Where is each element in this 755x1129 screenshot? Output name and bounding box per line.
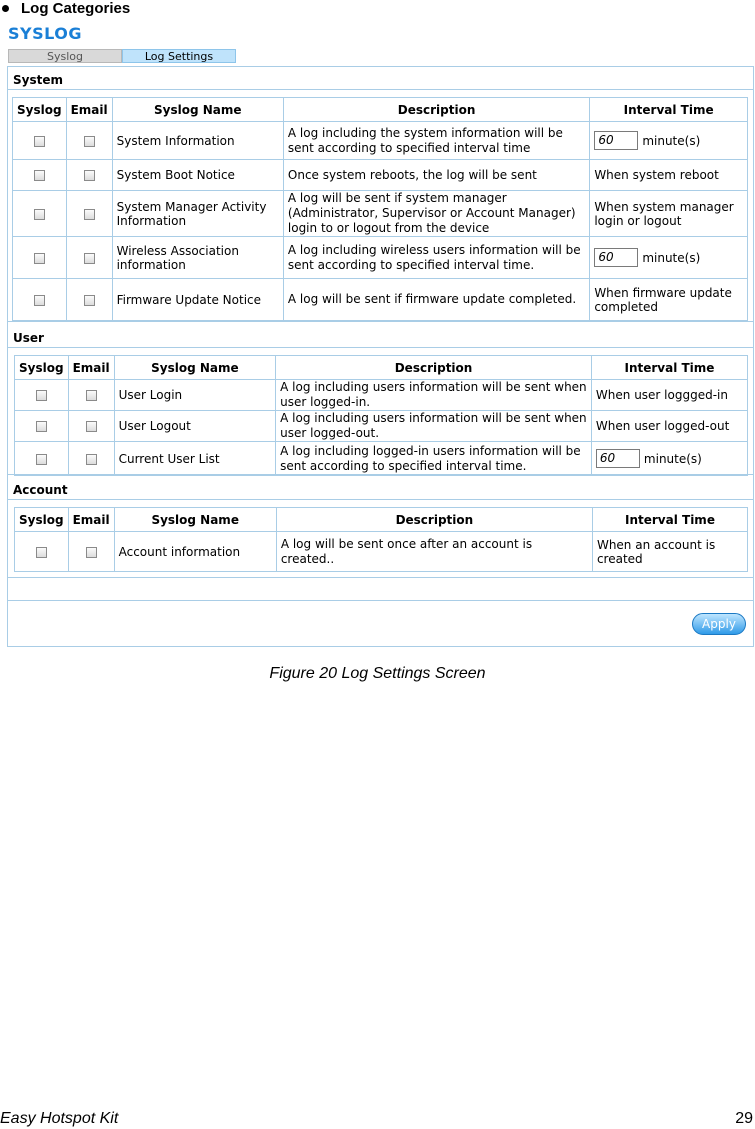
syslog-name: Account information — [114, 532, 276, 572]
table-row — [13, 191, 748, 237]
col-email: Email — [66, 98, 112, 122]
section-heading — [0, 0, 130, 16]
interval-unit: minute(s) — [642, 133, 701, 148]
interval-text: When user logged-out — [591, 411, 747, 442]
col-syslog: Syslog — [15, 508, 69, 532]
tab-log-settings[interactable]: Log Settings — [122, 49, 236, 63]
system-section-title: System — [13, 73, 63, 87]
col-interval-time: Interval Time — [591, 356, 747, 380]
table-row — [13, 122, 748, 160]
syslog-checkbox[interactable] — [34, 295, 45, 306]
syslog-name: Current User List — [114, 442, 276, 476]
col-email: Email — [68, 508, 114, 532]
tab-syslog[interactable]: Syslog — [8, 49, 122, 63]
interval-text: When firmware update completed — [590, 279, 748, 321]
table-header-row — [13, 98, 748, 122]
page-number: 29 — [735, 1110, 753, 1127]
system-log-table — [12, 97, 748, 321]
email-checkbox[interactable] — [84, 170, 95, 181]
user-log-table — [14, 355, 748, 476]
divider — [8, 89, 753, 90]
col-description: Description — [283, 98, 589, 122]
col-syslog-name: Syslog Name — [114, 508, 276, 532]
syslog-name: Wireless Association information — [112, 237, 283, 279]
syslog-checkbox[interactable] — [36, 421, 47, 432]
col-syslog-name: Syslog Name — [112, 98, 283, 122]
syslog-checkbox[interactable] — [34, 209, 45, 220]
interval-unit: minute(s) — [642, 250, 701, 265]
apply-button[interactable]: Apply — [692, 613, 746, 635]
user-section-title: User — [13, 331, 44, 345]
table-header-row — [15, 356, 748, 380]
log-settings-panel — [7, 66, 754, 647]
description: A log will be sent once after an account is created.. — [276, 532, 592, 572]
col-syslog: Syslog — [13, 98, 67, 122]
description: A log including users information will be sent when user logged-out. — [276, 411, 592, 442]
table-row — [13, 279, 748, 321]
account-section-title: Account — [13, 483, 68, 497]
syslog-checkbox[interactable] — [36, 390, 47, 401]
description: A log will be sent if system manager (Administrator, Supervisor or Account Manager) login to or logout from the device — [283, 191, 589, 237]
table-row — [15, 380, 748, 411]
col-description: Description — [276, 508, 592, 532]
description: A log including the system information will be sent according to specified interval time — [283, 122, 589, 160]
footer-title: Easy Hotspot Kit — [0, 1110, 119, 1127]
app-title: SYSLOG — [8, 24, 82, 43]
email-checkbox[interactable] — [84, 209, 95, 220]
description: A log including logged-in users information will be sent according to specified interval time. — [276, 442, 592, 476]
email-checkbox[interactable] — [84, 295, 95, 306]
syslog-name: User Logout — [114, 411, 276, 442]
heading-text: Log Categories — [21, 0, 131, 17]
interval-unit: minute(s) — [643, 451, 702, 466]
interval-text: When an account is created — [592, 532, 747, 572]
interval-input[interactable]: 60 — [594, 131, 638, 150]
interval-input[interactable]: 60 — [594, 248, 638, 267]
table-row — [13, 237, 748, 279]
syslog-name: Firmware Update Notice — [112, 279, 283, 321]
email-checkbox[interactable] — [86, 390, 97, 401]
syslog-name: System Boot Notice — [112, 160, 283, 191]
email-checkbox[interactable] — [86, 547, 97, 558]
syslog-checkbox[interactable] — [34, 253, 45, 264]
divider — [8, 321, 753, 322]
syslog-checkbox[interactable] — [36, 547, 47, 558]
syslog-checkbox[interactable] — [34, 170, 45, 181]
syslog-checkbox[interactable] — [36, 454, 47, 465]
description: A log will be sent if firmware update completed. — [283, 279, 589, 321]
divider — [8, 600, 753, 601]
divider — [8, 474, 753, 475]
col-description: Description — [276, 356, 592, 380]
description: A log including wireless users information will be sent according to specified interval time. — [283, 237, 589, 279]
table-row — [15, 532, 748, 572]
interval-text: When system manager login or logout — [590, 191, 748, 237]
email-checkbox[interactable] — [84, 136, 95, 147]
interval-text: When user loggged-in — [591, 380, 747, 411]
divider — [8, 347, 753, 348]
col-syslog-name: Syslog Name — [114, 356, 276, 380]
interval-input[interactable]: 60 — [596, 449, 640, 468]
col-syslog: Syslog — [15, 356, 69, 380]
col-interval-time: Interval Time — [590, 98, 748, 122]
divider — [8, 577, 753, 578]
syslog-name: User Login — [114, 380, 276, 411]
syslog-name: System Information — [112, 122, 283, 160]
figure-caption: Figure 20 Log Settings Screen — [269, 665, 486, 682]
table-row — [15, 442, 748, 476]
col-email: Email — [68, 356, 114, 380]
table-row — [15, 411, 748, 442]
description: Once system reboots, the log will be sent — [283, 160, 589, 191]
syslog-checkbox[interactable] — [34, 136, 45, 147]
syslog-name: System Manager Activity Information — [112, 191, 283, 237]
table-header-row — [15, 508, 748, 532]
email-checkbox[interactable] — [86, 421, 97, 432]
divider — [8, 499, 753, 500]
tab-bar — [8, 49, 236, 63]
table-row — [13, 160, 748, 191]
email-checkbox[interactable] — [86, 454, 97, 465]
account-log-table — [14, 507, 748, 572]
interval-text: When system reboot — [590, 160, 748, 191]
email-checkbox[interactable] — [84, 253, 95, 264]
description: A log including users information will be sent when user logged-in. — [276, 380, 592, 411]
bullet-icon — [2, 5, 9, 12]
col-interval-time: Interval Time — [592, 508, 747, 532]
